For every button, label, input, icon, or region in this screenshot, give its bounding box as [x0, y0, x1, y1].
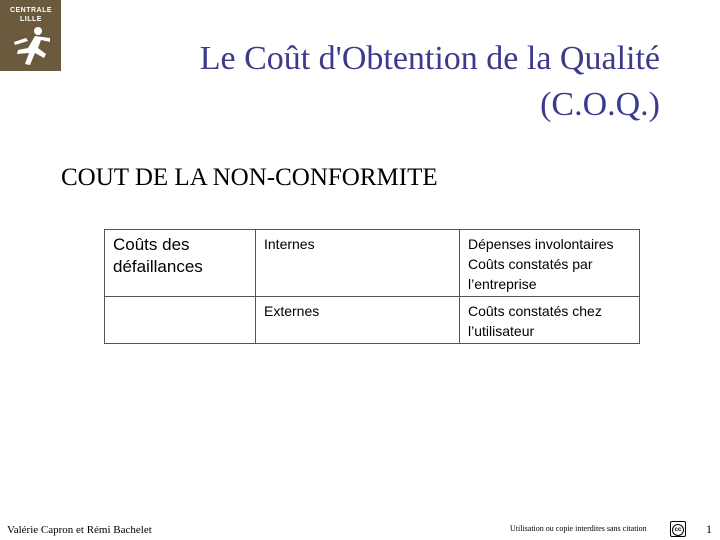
desc-cell-internes [460, 230, 640, 297]
centrale-lille-logo [0, 0, 61, 71]
footer-authors: Valérie Capron et Rémi Bachelet [7, 524, 152, 536]
logo-line-2: LILLE [20, 16, 42, 23]
type-cell-internes: Internes [256, 230, 460, 297]
cc-label: cc [672, 524, 684, 536]
slide-title [60, 36, 660, 128]
title-line-1: Le Coût d'Obtention de la Qualité [199, 40, 660, 77]
non-conformity-cost-table [104, 229, 640, 344]
section-heading: COUT DE LA NON-CONFORMITE [61, 164, 438, 191]
table-row [105, 230, 640, 297]
title-line-2: (C.O.Q.) [540, 86, 660, 123]
logo-line-1: CENTRALE [9, 7, 53, 14]
category-cell: Coûts des défaillances [105, 230, 256, 297]
footer-notice: Utilisation ou copie interdites sans citation [510, 524, 647, 533]
desc-line: Dépenses involontaires [468, 236, 614, 252]
empty-category-cell [105, 297, 256, 344]
type-cell-externes: Externes [256, 297, 460, 344]
logo-text [4, 6, 58, 24]
creative-commons-icon [670, 521, 686, 537]
desc-cell-externes [460, 297, 640, 344]
runner-icon [8, 26, 54, 68]
desc-line: Coûts constatés chez l’utilisateur [468, 303, 602, 339]
table-row [105, 297, 640, 344]
desc-line: Coûts constatés par l’entreprise [468, 256, 593, 292]
page-number: 1 [706, 522, 712, 536]
